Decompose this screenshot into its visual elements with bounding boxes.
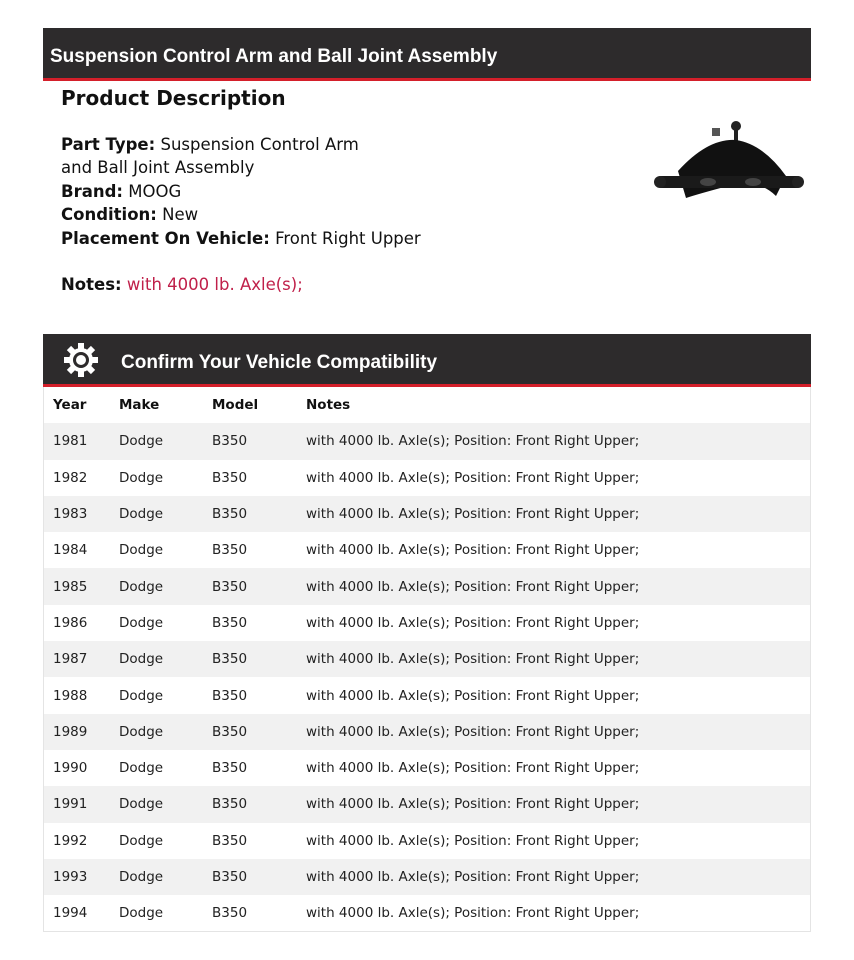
cell-year: 1991 (53, 796, 88, 813)
cell-year: 1987 (53, 651, 88, 668)
product-title: Suspension Control Arm and Ball Joint Assembly (50, 46, 498, 67)
cell-make: Dodge (119, 433, 164, 450)
cell-notes: with 4000 lb. Axle(s); Position: Front Right Upper; (306, 651, 640, 668)
table-row (44, 823, 810, 859)
table-row (44, 605, 810, 641)
header-make: Make (119, 397, 160, 414)
cell-notes: with 4000 lb. Axle(s); Position: Front Right Upper; (306, 506, 640, 523)
cell-year: 1990 (53, 760, 88, 777)
table-row (44, 532, 810, 568)
cell-make: Dodge (119, 687, 164, 704)
notes-label: Notes: (61, 275, 122, 294)
header-model: Model (212, 397, 259, 414)
cell-model: B350 (212, 578, 248, 595)
brand-label: Brand: (61, 181, 124, 201)
compatibility-title: Confirm Your Vehicle Compatibility (121, 352, 438, 373)
cell-model: B350 (212, 905, 248, 922)
cell-year: 1981 (53, 433, 88, 450)
gear-car-icon (63, 342, 99, 378)
cell-model: B350 (212, 542, 248, 559)
table-row (44, 568, 810, 604)
header-notes: Notes (306, 397, 351, 414)
product-description (61, 87, 421, 297)
cell-model: B350 (212, 506, 248, 523)
cell-model: B350 (212, 651, 248, 668)
cell-make: Dodge (119, 905, 164, 922)
table-row (44, 423, 810, 459)
product-title-bar (43, 28, 811, 81)
cell-year: 1988 (53, 687, 88, 704)
brand-value: MOOG (128, 181, 182, 201)
notes-value: with 4000 lb. Axle(s); (126, 275, 303, 294)
cell-year: 1989 (53, 723, 88, 740)
compatibility-table (43, 387, 811, 932)
cell-make: Dodge (119, 506, 164, 523)
product-image (648, 116, 808, 210)
cell-year: 1984 (53, 542, 88, 559)
cell-make: Dodge (119, 832, 164, 849)
description-heading: Product Description (61, 86, 286, 110)
placement-value: Front Right Upper (275, 228, 421, 248)
cell-model: B350 (212, 760, 248, 777)
cell-notes: with 4000 lb. Axle(s); Position: Front Right Upper; (306, 542, 640, 559)
table-header (44, 387, 810, 423)
cell-year: 1986 (53, 614, 88, 631)
cell-year: 1994 (53, 905, 88, 922)
cell-make: Dodge (119, 796, 164, 813)
table-row (44, 859, 810, 895)
cell-year: 1982 (53, 469, 88, 486)
cell-make: Dodge (119, 542, 164, 559)
cell-notes: with 4000 lb. Axle(s); Position: Front Right Upper; (306, 578, 640, 595)
cell-make: Dodge (119, 869, 164, 885)
cell-year: 1992 (53, 832, 88, 849)
cell-model: B350 (212, 723, 248, 740)
table-row (44, 496, 810, 532)
header-year: Year (53, 397, 87, 414)
cell-model: B350 (212, 469, 248, 486)
cell-make: Dodge (119, 578, 164, 595)
cell-make: Dodge (119, 469, 164, 486)
cell-notes: with 4000 lb. Axle(s); Position: Front Right Upper; (306, 905, 640, 922)
cell-make: Dodge (119, 760, 164, 777)
condition-label: Condition: (61, 205, 157, 224)
table-row (44, 641, 810, 677)
cell-notes: with 4000 lb. Axle(s); Position: Front Right Upper; (306, 760, 640, 777)
cell-notes: with 4000 lb. Axle(s); Position: Front Right Upper; (306, 687, 640, 704)
cell-model: B350 (212, 433, 248, 450)
cell-year: 1983 (53, 506, 88, 523)
cell-model: B350 (212, 687, 248, 704)
table-row (44, 895, 810, 931)
cell-model: B350 (212, 796, 248, 813)
cell-notes: with 4000 lb. Axle(s); Position: Front Right Upper; (306, 614, 640, 631)
cell-make: Dodge (119, 614, 164, 631)
cell-notes: with 4000 lb. Axle(s); Position: Front Right Upper; (306, 832, 640, 849)
part-type-label: Part Type: (61, 134, 156, 154)
table-row (44, 714, 810, 750)
cell-model: B350 (212, 614, 248, 631)
cell-notes: with 4000 lb. Axle(s); Position: Front Right Upper; (306, 469, 640, 486)
cell-year: 1993 (53, 869, 88, 885)
part-type-value: Suspension Control Arm and Ball Joint Assembly (61, 134, 359, 177)
cell-make: Dodge (119, 723, 164, 740)
placement-label: Placement On Vehicle: (61, 228, 270, 248)
cell-notes: with 4000 lb. Axle(s); Position: Front Right Upper; (306, 796, 640, 813)
cell-make: Dodge (119, 651, 164, 668)
table-row (44, 750, 810, 786)
table-row (44, 677, 810, 713)
compatibility-bar (43, 334, 811, 387)
condition-value: New (162, 205, 199, 224)
cell-notes: with 4000 lb. Axle(s); Position: Front Right Upper; (306, 723, 640, 740)
table-row (44, 460, 810, 496)
cell-model: B350 (212, 869, 248, 885)
cell-notes: with 4000 lb. Axle(s); Position: Front Right Upper; (306, 869, 640, 885)
cell-year: 1985 (53, 578, 88, 595)
cell-notes: with 4000 lb. Axle(s); Position: Front Right Upper; (306, 433, 640, 450)
table-row (44, 786, 810, 822)
cell-model: B350 (212, 832, 248, 849)
